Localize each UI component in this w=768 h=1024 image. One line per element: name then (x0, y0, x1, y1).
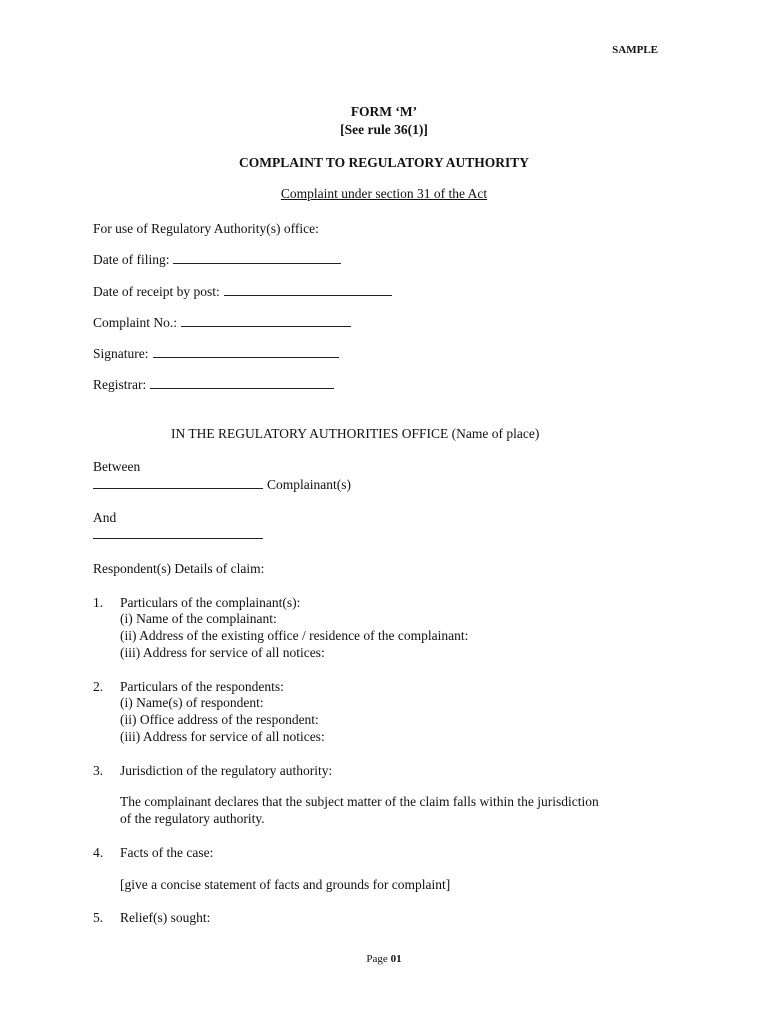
date-of-receipt-row (93, 284, 392, 300)
respondent-row (93, 527, 263, 543)
item-number: 1. (93, 595, 104, 610)
item-sub: (iii) Address for service of all notices: (120, 645, 325, 660)
item-number: 3. (93, 763, 104, 778)
and-label: And (93, 510, 117, 525)
item-paragraph: [give a concise statement of facts and grounds for complaint] (120, 877, 451, 892)
registrar-field[interactable] (150, 387, 334, 389)
form-title: FORM ‘M’ (350, 104, 418, 119)
item-paragraph: The complainant declares that the subject matter of the claim falls within the jurisdiction (120, 794, 599, 809)
between-label: Between (93, 459, 141, 474)
office-heading: IN THE REGULATORY AUTHORITIES OFFICE (Name of place) (171, 426, 540, 441)
respondent-field[interactable] (93, 537, 263, 539)
item-sub: (ii) Address of the existing office / residence of the complainant: (120, 628, 469, 643)
page-number: 01 (390, 953, 402, 965)
item-title: Relief(s) sought: (120, 910, 211, 925)
complainant-label: Complainant(s) (267, 477, 351, 492)
complaint-no-row (93, 315, 351, 331)
complainant-row (93, 477, 351, 493)
date-of-filing-row (93, 252, 341, 268)
complainant-field[interactable] (93, 487, 263, 489)
complaint-no-label: Complaint No.: (93, 315, 177, 330)
signature-field[interactable] (153, 356, 339, 358)
item-sub: (i) Name of the complainant: (120, 611, 277, 626)
signature-row (93, 346, 339, 362)
item-number: 4. (93, 845, 104, 860)
registrar-label: Registrar: (93, 377, 147, 392)
item-paragraph: of the regulatory authority. (120, 811, 265, 826)
item-title: Jurisdiction of the regulatory authority: (120, 763, 333, 778)
item-title: Particulars of the complainant(s): (120, 595, 301, 610)
date-of-filing-field[interactable] (173, 262, 341, 264)
item-title: Facts of the case: (120, 845, 214, 860)
signature-label: Signature: (93, 346, 149, 361)
item-title: Particulars of the respondents: (120, 679, 284, 694)
date-of-receipt-field[interactable] (224, 294, 392, 296)
item-sub: (ii) Office address of the respondent: (120, 712, 319, 727)
subheading: Complaint under section 31 of the Act (280, 186, 488, 201)
item-sub: (iii) Address for service of all notices: (120, 729, 325, 744)
item-number: 5. (93, 910, 104, 925)
sample-label: SAMPLE (612, 44, 658, 56)
item-number: 2. (93, 679, 104, 694)
registrar-row (93, 377, 334, 393)
page-title: COMPLAINT TO REGULATORY AUTHORITY (239, 155, 529, 170)
date-of-receipt-label: Date of receipt by post: (93, 284, 220, 299)
respondent-details-label: Respondent(s) Details of claim: (93, 561, 265, 576)
office-use-intro: For use of Regulatory Authority(s) office: (93, 221, 319, 236)
item-sub: (i) Name(s) of respondent: (120, 695, 264, 710)
page-footer (0, 953, 768, 965)
rule-reference: [See rule 36(1)] (340, 122, 428, 137)
date-of-filing-label: Date of filing: (93, 252, 170, 267)
complaint-no-field[interactable] (181, 325, 351, 327)
page-label: Page (366, 953, 388, 965)
